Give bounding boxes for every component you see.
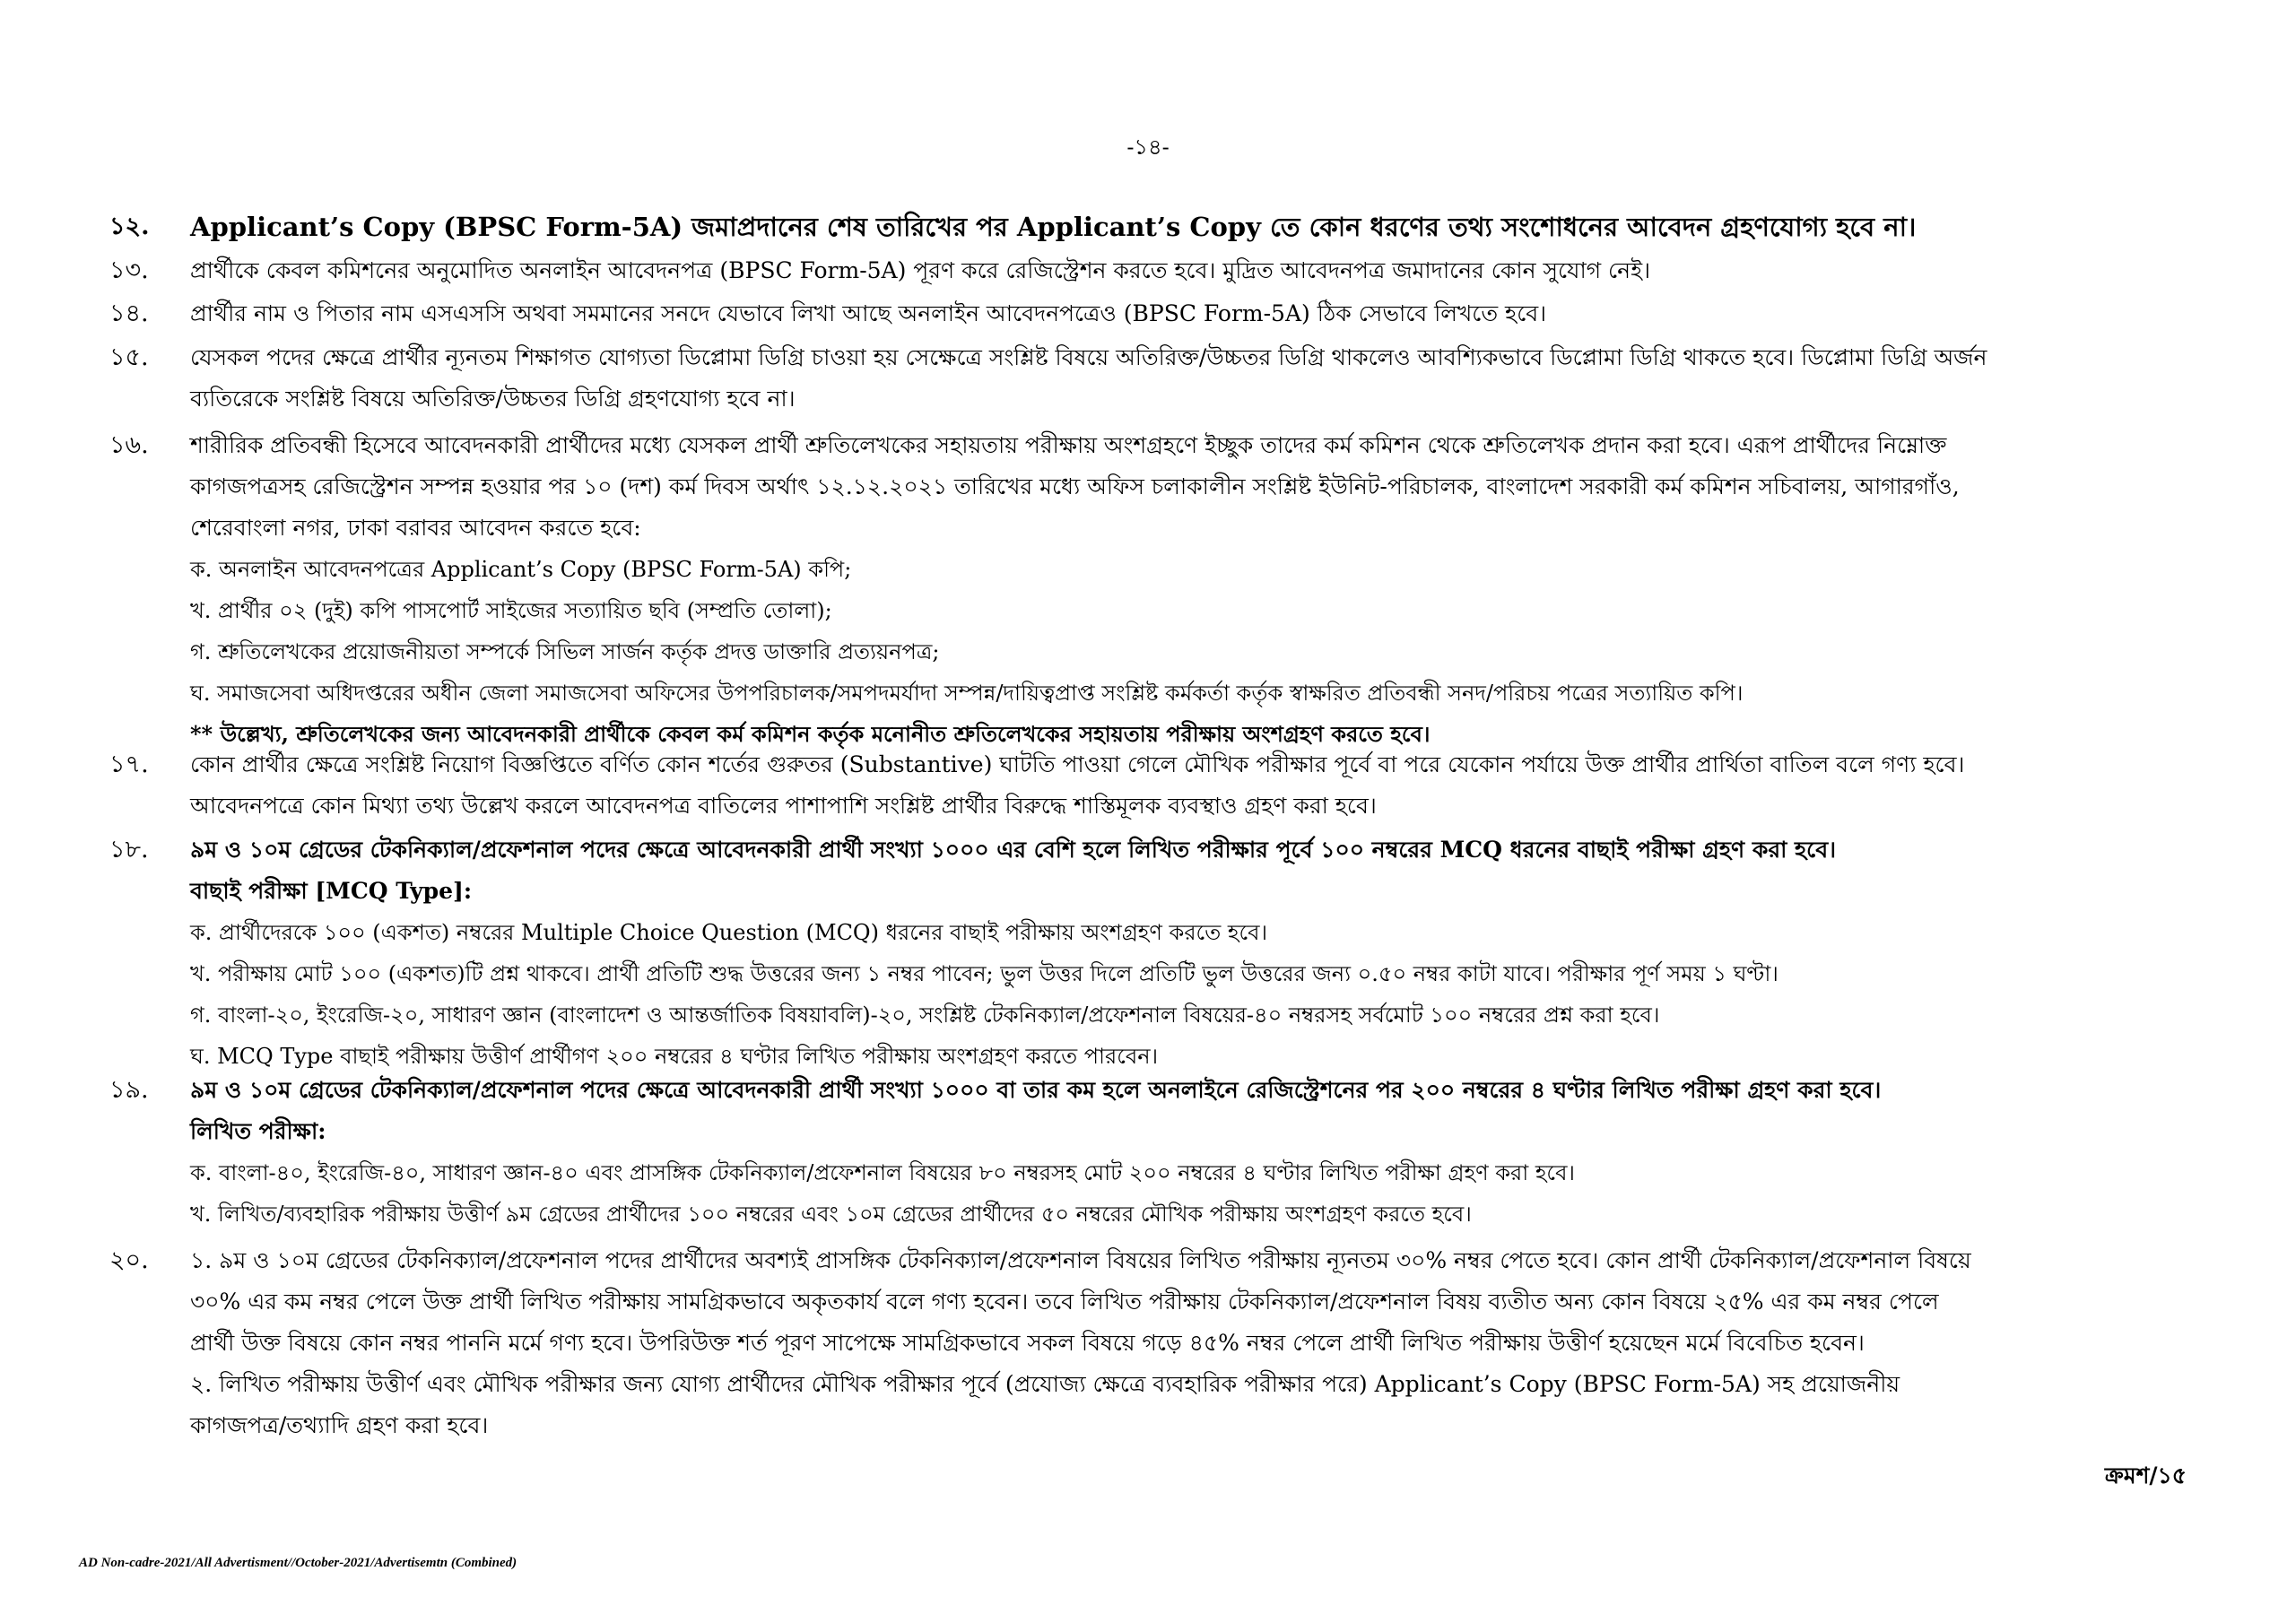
note: ** উল্লেখ্য, শ্রুতিলেখকের জন্য আবেদনকারী প্রার্থীকে কেবল কর্ম কমিশন কর্তৃক মনোনীত শ্রুতিলেখকের সহায়তায় পরীক্ষায় অংশগ্রহণ করতে হবে। <box>190 721 1431 747</box>
clause-text: কাগজপত্রসহ রেজিস্ট্রেশন সম্পন্ন হওয়ার পর ১০ (দশ) কর্ম দিবস অর্থাৎ ১২.১২.২০২১ তারিখের মধ্যে অফিস চলাকালীন সংশ্লিষ্ট ইউনিট-পরিচালক, বাংলাদেশ সরকারী কর্ম কমিশন সচিবালয়, আগারগাঁও, <box>190 473 1960 499</box>
sub-item: ঘ. সমাজসেবা অধিদপ্তরের অধীন জেলা সমাজসেবা অফিসের উপপরিচালক/সমপদমর্যাদা সম্পন্ন/দায়িত্বপ্রাপ্ত সংশ্লিষ্ট কর্মকর্তা কর্তৃক স্বাক্ষরিত প্রতিবন্ধী সনদ/পরিচয় পত্রের সত্যায়িত কপি। <box>190 681 1744 706</box>
clause-text: ৩০% এর কম নম্বর পেলে উক্ত প্রার্থী লিখিত পরীক্ষায় সামগ্রিকভাবে অকৃতকার্য বলে গণ্য হবেন। তবে লিখিত পরীক্ষায় টেকনিক্যাল/প্রফেশনাল বিষয় ব্যতীত অন্য কোন বিষয়ে ২৫% এর কম নম্বর পেলে <box>190 1289 1939 1315</box>
continued-marker: ক্রমশ/১৫ <box>2104 1462 2187 1488</box>
clause-number: ১৫. <box>109 343 149 371</box>
sub-item: ক. অনলাইন আবেদনপত্রের Applicant’s Copy (BPSC Form-5A) কপি; <box>190 557 852 582</box>
sub-item: ক. বাংলা-৪০, ইংরেজি-৪০, সাধারণ জ্ঞান-৪০ এবং প্রাসঙ্গিক টেকনিক্যাল/প্রফেশনাল বিষয়ের ৮০ নম্বরসহ মোট ২০০ নম্বরের ৪ ঘণ্টার লিখিত পরীক্ষা গ্রহণ করা হবে। <box>190 1160 1576 1185</box>
clause-text: শেরেবাংলা নগর, ঢাকা বরাবর আবেদন করতে হবে: <box>190 515 641 541</box>
clause-text: প্রার্থীর নাম ও পিতার নাম এসএসসি অথবা সমমানের সনদে যেভাবে লিখা আছে অনলাইন আবেদনপত্রেও (BPSC Form-5A) ঠিক সেভাবে লিখতে হবে। <box>190 300 1547 326</box>
clause-text: ৯ম ও ১০ম গ্রেডের টেকনিক্যাল/প্রফেশনাল পদের ক্ষেত্রে আবেদনকারী প্রার্থী সংখ্যা ১০০০ এর বেশি হলে লিখিত পরীক্ষার পূর্বে ১০০ নম্বরের MCQ ধরনের বাছাই পরীক্ষা গ্রহণ করা হবে। <box>190 837 1837 863</box>
clause-text: ২. লিখিত পরীক্ষায় উত্তীর্ণ এবং মৌখিক পরীক্ষার জন্য যোগ্য প্রার্থীদের মৌখিক পরীক্ষার পূর্বে (প্রযোজ্য ক্ষেত্রে ব্যবহারিক পরীক্ষার পরে) Applicant’s Copy (BPSC Form-5A) সহ প্রয়োজনীয় <box>190 1371 1900 1397</box>
sub-item: খ. লিখিত/ব্যবহারিক পরীক্ষায় উত্তীর্ণ ৯ম গ্রেডের প্রার্থীদের ১০০ নম্বরের এবং ১০ম গ্রেডের প্রার্থীদের ৫০ নম্বরের মৌখিক পরীক্ষায় অংশগ্রহণ করতে হবে। <box>190 1202 1472 1227</box>
clause-text: প্রার্থীকে কেবল কমিশনের অনুমোদিত অনলাইন আবেদনপত্র (BPSC Form-5A) পূরণ করে রেজিস্ট্রেশন করতে হবে। মুদ্রিত আবেদনপত্র জমাদানের কোন সুযোগ নেই। <box>190 257 1651 283</box>
footer-file-path: AD Non-cadre-2021/All Advertisment//October-2021/Advertisemtn (Combined) <box>79 1556 517 1570</box>
clause-number: ১৩. <box>109 256 149 284</box>
sub-item: ক. প্রার্থীদেরকে ১০০ (একশত) নম্বরের Multiple Choice Question (MCQ) ধরনের বাছাই পরীক্ষায় অংশগ্রহণ করতে হবে। <box>190 920 1268 945</box>
sub-item: ঘ. MCQ Type বাছাই পরীক্ষায় উত্তীর্ণ প্রার্থীগণ ২০০ নম্বরের ৪ ঘণ্টার লিখিত পরীক্ষায় অংশগ্রহণ করতে পারবেন। <box>190 1044 1159 1069</box>
clause-text: কাগজপত্র/তথ্যাদি গ্রহণ করা হবে। <box>190 1412 489 1438</box>
clause-text: শারীরিক প্রতিবন্ধী হিসেবে আবেদনকারী প্রার্থীদের মধ্যে যেসকল প্রার্থী শ্রুতিলেখকের সহায়তায় পরীক্ষায় অংশগ্রহণে ইচ্ছুক তাদের কর্ম কমিশন থেকে শ্রুতিলেখক প্রদান করা হবে। এরূপ প্রার্থীদের নিম্নোক্ত <box>190 432 1947 458</box>
page-number: -১৪- <box>1126 135 1170 160</box>
clause-text: Applicant’s Copy (BPSC Form-5A) জমাপ্রদানের শেষ তারিখের পর Applicant’s Copy তে কোন ধরণের তথ্য সংশোধনের আবেদন গ্রহণযোগ্য হবে না। <box>190 212 1917 242</box>
clause-text: ব্যতিরেকে সংশ্লিষ্ট বিষয়ে অতিরিক্ত/উচ্চতর ডিগ্রি গ্রহণযোগ্য হবে না। <box>190 386 796 412</box>
clause-text: ১. ৯ম ও ১০ম গ্রেডের টেকনিক্যাল/প্রফেশনাল পদের প্রার্থীদের অবশ্যই প্রাসঙ্গিক টেকনিক্যাল/প্রফেশনাল বিষয়ের লিখিত পরীক্ষায় ন্যূনতম ৩০% নম্বর পেতে হবে। কোন প্রার্থী টেকনিক্যাল/প্রফেশনাল বিষয়ে <box>190 1247 1971 1273</box>
clause-number: ১৮. <box>109 836 149 864</box>
clause-text: প্রার্থী উক্ত বিষয়ে কোন নম্বর পাননি মর্মে গণ্য হবে। উপরিউক্ত শর্ত পূরণ সাপেক্ষে সামগ্রিকভাবে সকল বিষয়ে গড়ে ৪৫% নম্বর পেলে প্রার্থী লিখিত পরীক্ষায় উত্তীর্ণ হয়েছেন মর্মে বিবেচিত হবেন। <box>190 1330 1865 1356</box>
clause-number: ১৪. <box>109 299 149 327</box>
sub-item: গ. শ্রুতিলেখকের প্রয়োজনীয়তা সম্পর্কে সিভিল সার্জন কর্তৃক প্রদত্ত ডাক্তারি প্রত্যয়নপত্র; <box>190 639 940 664</box>
sub-item: খ. পরীক্ষায় মোট ১০০ (একশত)টি প্রশ্ন থাকবে। প্রার্থী প্রতিটি শুদ্ধ উত্তরের জন্য ১ নম্বর পাবেন; ভুল উত্তর দিলে প্রতিটি ভুল উত্তরের জন্য ০.৫০ নম্বর কাটা যাবে। পরীক্ষার পূর্ণ সময় ১ ঘণ্টা। <box>190 961 1779 986</box>
clause-number: ২০. <box>109 1246 149 1274</box>
clause-text: যেসকল পদের ক্ষেত্রে প্রার্থীর ন্যূনতম শিক্ষাগত যোগ্যতা ডিপ্লোমা ডিগ্রি চাওয়া হয় সেক্ষেত্রে সংশ্লিষ্ট বিষয়ে অতিরিক্ত/উচ্চতর ডিগ্রি থাকলেও আবশ্যিকভাবে ডিপ্লোমা ডিগ্রি থাকতে হবে। ডিপ্লোমা ডিগ্রি অর্জন <box>190 344 1987 370</box>
clause-number: ১২. <box>109 213 150 240</box>
clause-number: ১৭. <box>109 751 149 778</box>
clause-text: কোন প্রার্থীর ক্ষেত্রে সংশ্লিষ্ট নিয়োগ বিজ্ঞপ্তিতে বর্ণিত কোন শর্তের গুরুতর (Substantive) ঘাটতি পাওয়া গেলে মৌখিক পরীক্ষার পূর্বে বা পরে যেকোন পর্যায়ে উক্ত প্রার্থীর প্রার্থিতা বাতিল বলে গণ্য হবে। <box>190 751 1965 777</box>
clause-text: ৯ম ও ১০ম গ্রেডের টেকনিক্যাল/প্রফেশনাল পদের ক্ষেত্রে আবেদনকারী প্রার্থী সংখ্যা ১০০০ বা তার কম হলে অনলাইনে রেজিস্ট্রেশনের পর ২০০ নম্বরের ৪ ঘণ্টার লিখিত পরীক্ষা গ্রহণ করা হবে। <box>190 1077 1882 1103</box>
section-heading: বাছাই পরীক্ষা [MCQ Type]: <box>190 878 473 904</box>
clause-text: আবেদনপত্রে কোন মিথ্যা তথ্য উল্লেখ করলে আবেদনপত্র বাতিলের পাশাপাশি সংশ্লিষ্ট প্রার্থীর বিরুদ্ধে শাস্তিমূলক ব্যবস্থাও গ্রহণ করা হবে। <box>190 793 1377 819</box>
section-heading: লিখিত পরীক্ষা: <box>190 1118 326 1144</box>
clause-number: ১৬. <box>109 431 149 459</box>
sub-item: গ. বাংলা-২০, ইংরেজি-২০, সাধারণ জ্ঞান (বাংলাদেশ ও আন্তর্জাতিক বিষয়াবলি)-২০, সংশ্লিষ্ট টেকনিক্যাল/প্রফেশনাল বিষয়ের-৪০ নম্বরসহ সর্বমোট ১০০ নম্বরের প্রশ্ন করা হবে। <box>190 1002 1660 1028</box>
clause-number: ১৯. <box>109 1076 149 1104</box>
sub-item: খ. প্রার্থীর ০২ (দুই) কপি পাসপোর্ট সাইজের সত্যায়িত ছবি (সম্প্রতি তোলা); <box>190 598 832 623</box>
